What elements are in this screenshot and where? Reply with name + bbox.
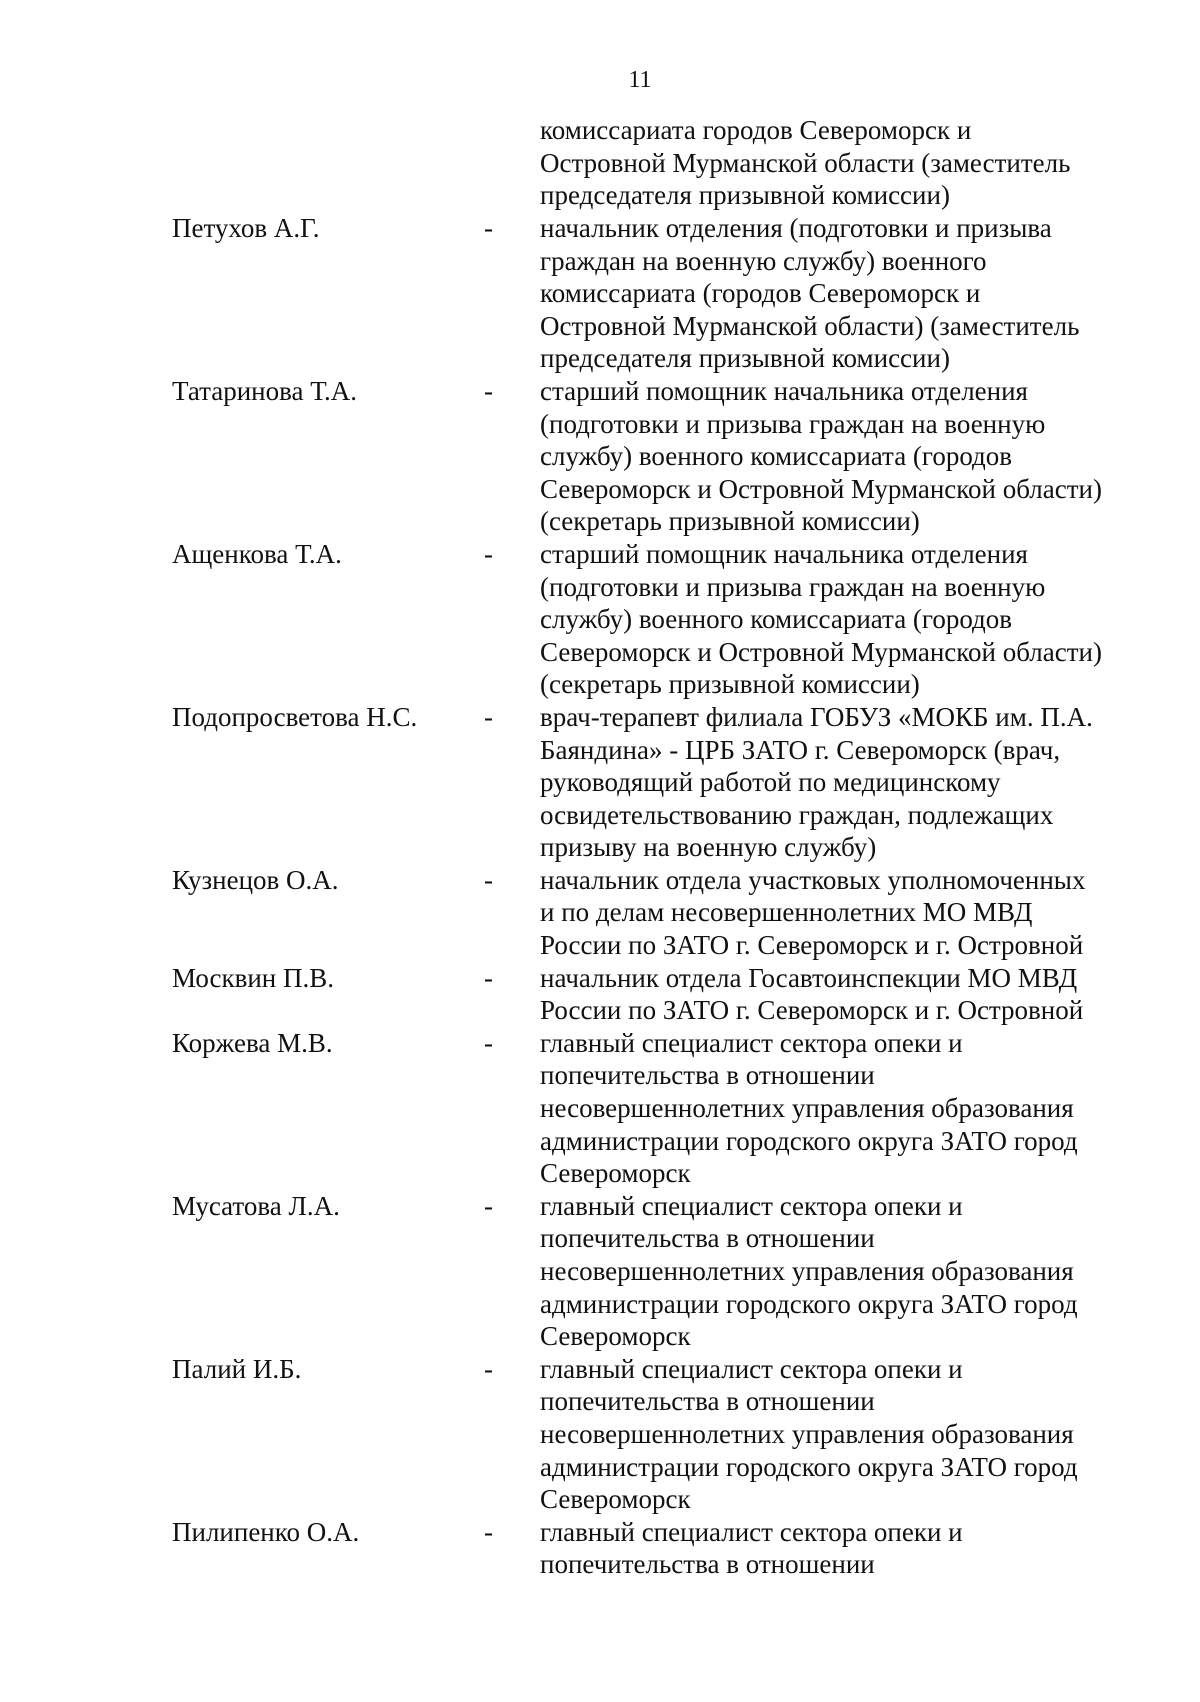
text-line: главный специалист сектора опеки и	[540, 1027, 963, 1058]
member-role	[540, 1516, 1160, 1581]
text-line: и по делам несовершеннолетних МО МВД	[540, 897, 1033, 928]
member-entry	[0, 1190, 1200, 1353]
member-name: Петухов А.Г.	[172, 213, 320, 243]
text-line: Островной Мурманской области) (заместитель	[540, 310, 1080, 341]
text-line: старший помощник начальника отделения	[540, 538, 1028, 569]
text-line: (секретарь призывной комиссии)	[540, 669, 920, 700]
member-role	[540, 538, 1160, 701]
text-line: службу) военного комиссариата (городов	[540, 441, 1013, 472]
text-line: Североморск и Островной Мурманской области)	[540, 636, 1102, 667]
member-name: Татаринова Т.А.	[172, 375, 358, 406]
member-entry	[0, 1516, 1200, 1581]
text-line: Островной Мурманской области (заместитель	[540, 147, 1071, 178]
text-line: старший помощник начальника отделения	[540, 375, 1028, 406]
continuation-text	[540, 114, 1160, 212]
text-line: несовершеннолетних управления образования	[540, 1256, 1074, 1286]
text-line: администрации городского округа ЗАТО город	[540, 1288, 1078, 1319]
separator-dash: -	[484, 538, 493, 569]
text-line: Баяндина» - ЦРБ ЗАТО г. Североморск (врач,	[540, 734, 1061, 765]
member-entry	[0, 1353, 1200, 1516]
text-line: попечительства в отношении	[540, 1060, 875, 1091]
text-line: главный специалист сектора опеки и	[540, 1190, 963, 1221]
separator-dash: -	[484, 1353, 493, 1384]
text-line: начальник отделения (подготовки и призыва	[540, 213, 1052, 243]
member-role	[540, 701, 1160, 864]
member-entry	[0, 962, 1200, 1027]
member-entry	[0, 212, 1200, 375]
separator-dash: -	[484, 962, 493, 993]
text-line: Североморск	[540, 1158, 691, 1189]
member-name: Пилипенко О.А.	[172, 1516, 360, 1547]
text-line: председателя призывной комиссии)	[540, 180, 950, 211]
member-entry	[0, 538, 1200, 701]
text-line: службу) военного комиссариата (городов	[540, 604, 1013, 635]
separator-dash: -	[484, 1027, 493, 1058]
text-line: главный специалист сектора опеки и	[540, 1516, 963, 1547]
text-line: освидетельствованию граждан, подлежащих	[540, 799, 1054, 830]
separator-dash: -	[484, 375, 493, 406]
member-role	[540, 1353, 1160, 1516]
member-entry	[0, 701, 1200, 864]
separator-dash: -	[484, 701, 493, 732]
text-line: комиссариата городов Североморск и	[540, 115, 972, 145]
member-name: Ащенкова Т.А.	[172, 538, 342, 569]
text-line: главный специалист сектора опеки и	[540, 1353, 963, 1384]
separator-dash: -	[484, 213, 493, 243]
text-line: начальник отдела Госавтоинспекции МО МВД	[540, 962, 1078, 993]
member-role	[540, 375, 1160, 538]
member-role	[540, 1027, 1160, 1190]
text-line: Североморск	[540, 1484, 691, 1515]
text-line: руководящий работой по медицинскому	[540, 767, 1001, 798]
member-role	[540, 962, 1160, 1027]
text-line: несовершеннолетних управления образования	[540, 1093, 1074, 1124]
text-line: (секретарь призывной комиссии)	[540, 506, 920, 537]
text-line: комиссариата (городов Североморск и	[540, 278, 981, 309]
text-line: граждан на военную службу) военного	[540, 245, 987, 276]
text-line: России по ЗАТО г. Североморск и г. Островной	[540, 995, 1084, 1026]
separator-dash: -	[484, 864, 493, 895]
text-line: администрации городского округа ЗАТО город	[540, 1125, 1078, 1156]
text-line: Североморск	[540, 1321, 691, 1352]
text-line: начальник отдела участковых уполномоченных	[540, 864, 1086, 895]
member-name: Подопросветова Н.С.	[172, 701, 418, 732]
text-line: попечительства в отношении	[540, 1386, 875, 1417]
member-entry	[0, 1027, 1200, 1190]
member-name: Палий И.Б.	[172, 1353, 302, 1384]
member-role	[540, 864, 1160, 962]
member-role	[540, 212, 1160, 375]
member-entry	[0, 375, 1200, 538]
text-line: попечительства в отношении	[540, 1549, 875, 1580]
text-line: Североморск и Островной Мурманской области)	[540, 473, 1102, 504]
text-line: председателя призывной комиссии)	[540, 343, 950, 374]
separator-dash: -	[484, 1190, 493, 1221]
member-role	[540, 1190, 1160, 1353]
text-line: врач-терапевт филиала ГОБУЗ «МОКБ им. П.А.	[540, 701, 1093, 732]
member-name: Мусатова Л.А.	[172, 1190, 340, 1221]
member-name: Коржева М.В.	[172, 1027, 333, 1058]
page-number: 11	[628, 67, 652, 93]
text-line: России по ЗАТО г. Североморск и г. Островной	[540, 930, 1084, 961]
text-line: (подготовки и призыва граждан на военную	[540, 571, 1046, 602]
separator-dash: -	[484, 1516, 493, 1547]
text-line: (подготовки и призыва граждан на военную	[540, 408, 1046, 439]
member-entry	[0, 864, 1200, 962]
text-line: несовершеннолетних управления образования	[540, 1418, 1074, 1449]
member-name: Кузнецов О.А.	[172, 864, 339, 895]
text-line: попечительства в отношении	[540, 1223, 875, 1254]
text-line: призыву на военную службу)	[540, 832, 877, 863]
member-list	[0, 212, 1200, 1581]
member-name: Москвин П.В.	[172, 962, 335, 993]
text-line: администрации городского округа ЗАТО город	[540, 1451, 1078, 1482]
